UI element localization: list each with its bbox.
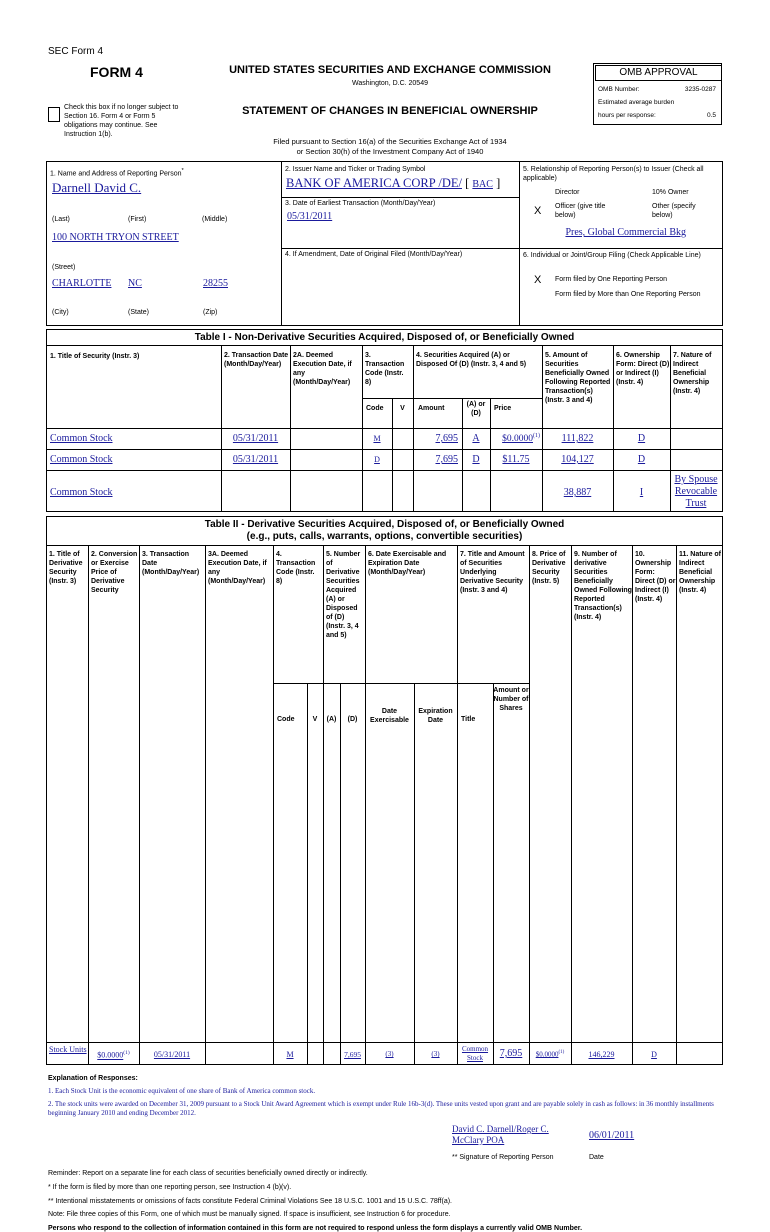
t2-title-h: Title	[461, 716, 476, 723]
t1-r3-title: Common Stock	[50, 487, 113, 498]
t1-r1-price: $0.0000$^{(1)}$	[502, 433, 540, 445]
t1-r2-ad: D	[472, 454, 480, 465]
box3-label: 3. Date of Earliest Transaction (Month/Day/Year)	[285, 200, 436, 207]
t2-r1-conv: $0.0000$^{(1)}$	[97, 1050, 130, 1060]
checkbox-text: Check this box if no longer subject to Section 16. Form 4 or Form 5 obligations may continue. See Instruction 1(b).	[64, 104, 179, 138]
ten-percent-label: 10% Owner	[652, 189, 689, 196]
sec-form-label: SEC Form 4	[48, 46, 104, 57]
one-person-checkmark[interactable]: X	[534, 274, 542, 286]
director-label: Director	[555, 189, 580, 196]
t2-h3a: 3A. Deemed Execution Date, if any (Month/Day/Year)	[208, 551, 267, 585]
more-person-label: Form filed by More than One Reporting Person	[555, 291, 701, 298]
city-value: CHARLOTTE	[52, 278, 112, 289]
omb-hours-value: 0.5	[706, 112, 716, 119]
t2-h7: 7. Title and Amount of Securities Underlying Derivative Security (Instr. 3 and 4)	[460, 551, 525, 594]
t2-r1-exer: (3)	[385, 1050, 394, 1058]
t2-r1-d: 7,695	[344, 1050, 361, 1059]
t2-r1-expir: (3)	[431, 1050, 440, 1058]
remark-4: Persons who respond to the collection of information contained in this form are not required to respond unless the form displays a currently valid OMB Number.	[48, 1225, 583, 1232]
t1-r1-title: Common Stock	[50, 433, 113, 444]
t1-amount-h: Amount	[418, 405, 445, 412]
middle-label: (Middle)	[202, 216, 228, 223]
t2-r1-owned: 146,229	[588, 1050, 615, 1059]
filed-pursuant-2: or Section 30(h) of the Investment Company Act of 1940	[296, 147, 484, 156]
t2-r1-date: 05/31/2011	[153, 1050, 191, 1059]
t2-code-h: Code	[277, 716, 295, 723]
t2-v-h: V	[312, 716, 318, 723]
t2-h9: 9. Number of derivative Securities Beneficially Owned Following Reported Transaction(s) (Instr. 4)	[574, 551, 632, 621]
t2-r1-u-title: Common Stock	[461, 1045, 489, 1062]
t1-r1-form: D	[637, 433, 646, 444]
t2-exp-h: Expiration Date	[418, 708, 453, 724]
t1-r2-owned: 104,127	[561, 454, 594, 465]
t2-h5: 5. Number of Derivative Securities Acquired (A) or Disposed of (D) (Instr. 3, 4 and 5)	[326, 551, 361, 639]
zip-value: 28255	[203, 278, 228, 289]
t1-r2-price: $11.75	[502, 454, 530, 465]
omb-burden-label: Estimated average burden	[598, 99, 675, 106]
t1-h2a: 2A. Deemed Execution Date, if any (Month/Day/Year)	[293, 352, 352, 386]
t1-r3-owned: 38,887	[563, 487, 592, 498]
t1-r2-amount: 7,695	[435, 454, 458, 465]
t1-h3: 3. Transaction Code (Instr. 8)	[365, 352, 405, 386]
first-label: (First)	[128, 216, 147, 223]
omb-hours-label: hours per response:	[598, 112, 656, 119]
t1-r2-code: D	[374, 455, 380, 464]
t2-h6: 6. Date Exercisable and Expiration Date (Month/Day/Year)	[368, 551, 447, 576]
remark-2: ** Intentional misstatements or omissions of facts constitute Federal Criminal Violations See 18 U.S.C. 1001 and 15 U.S.C. 78ff(a).	[48, 1198, 452, 1205]
t2-h1: 1. Title of Derivative Security (Instr. 3)	[49, 551, 83, 585]
city-label: (City)	[52, 309, 69, 316]
t1-r2-form: D	[637, 454, 646, 465]
box5-label: 5. Relationship of Reporting Person(s) to Issuer (Check all applicable)	[523, 166, 704, 182]
t2-r1-title: Stock Units	[49, 1045, 87, 1054]
no-longer-subject-checkbox[interactable]	[48, 107, 60, 122]
t2-r1-u-amt: 7,695	[499, 1048, 523, 1059]
reminder-text: Reminder: Report on a separate line for each class of securities beneficially owned directly or indirectly.	[48, 1170, 368, 1177]
t1-r1-owned: 111,822	[561, 433, 594, 444]
officer-title-value: Pres, Global Commercial Bkg	[565, 227, 686, 238]
t1-r3-nature: By Spouse Revocable Trust	[674, 474, 718, 509]
explanation-heading: Explanation of Responses:	[48, 1075, 138, 1082]
t1-r1-amount: 7,695	[435, 433, 458, 444]
t2-date-ex-h: Date Exercisable	[370, 708, 409, 724]
t1-r3-form: I	[639, 487, 644, 498]
commission-title: UNITED STATES SECURITIES AND EXCHANGE COMMISSION	[229, 64, 551, 76]
t2-r1-form: D	[651, 1050, 657, 1059]
box6-label: 6. Individual or Joint/Group Filing (Check Applicable Line)	[523, 252, 701, 259]
t2-r1-code: M	[286, 1050, 294, 1059]
box1-label: 1. Name and Address of Reporting Person*	[50, 168, 184, 178]
date-label: Date	[589, 1154, 604, 1161]
t1-r1-ad: A	[472, 433, 480, 444]
t2-h8: 8. Price of Derivative Security (Instr. 5)	[532, 551, 566, 585]
box4-label: 4. If Amendment, Date of Original Filed (Month/Day/Year)	[285, 251, 463, 258]
statement-title: STATEMENT OF CHANGES IN BENEFICIAL OWNERSHIP	[242, 105, 538, 117]
explanation-note-1: 1. Each Stock Unit is the economic equivalent of one share of Bank of America common stock.	[48, 1087, 316, 1095]
state-label: (State)	[128, 309, 150, 316]
signature-label: ** Signature of Reporting Person	[452, 1154, 554, 1161]
table2-title-2: (e.g., puts, calls, warrants, options, convertible securities)	[246, 531, 523, 542]
table1-title: Table I - Non-Derivative Securities Acquired, Disposed of, or Beneficially Owned	[194, 332, 575, 343]
remark-1: * If the form is filed by more than one reporting person, see Instruction 4 (b)(v).	[48, 1184, 292, 1191]
officer-label: Officer (give title below)	[555, 203, 606, 219]
commission-location: Washington, D.C. 20549	[351, 80, 428, 87]
t1-h7: 7. Nature of Indirect Beneficial Ownership (Instr. 4)	[673, 352, 712, 395]
t1-r2-date: 05/31/2011	[232, 454, 279, 465]
t2-amount-h: Amount or Number of Shares	[493, 687, 529, 712]
t2-a-h: (A)	[326, 716, 337, 723]
omb-title: OMB APPROVAL	[595, 65, 722, 81]
signature-date: 06/01/2011	[589, 1130, 635, 1141]
explanation-note-2: 2. The stock units were awarded on December 31, 2009 pursuant to a Stock Unit Award Agreement which is exempt under Rule 16b-3(d). These units vested upon grant and are payable solely in cash as follows: in 36 monthly installments beginning January 2010 and ending December 2012.	[48, 1100, 714, 1117]
street-label: (Street)	[52, 264, 76, 271]
t2-r1-price: $0.0000$^{(1)}$	[535, 1050, 565, 1059]
one-person-label: Form filed by One Reporting Person	[555, 276, 668, 283]
reporting-person-name: Darnell David C.	[52, 180, 142, 195]
t2-h11: 11. Nature of Indirect Beneficial Ownership (Instr. 4)	[679, 551, 722, 594]
earliest-transaction-date: 05/31/2011	[287, 211, 333, 222]
t1-h1: 1. Title of Security (Instr. 3)	[50, 353, 140, 360]
street-value: 100 NORTH TRYON STREET	[52, 232, 179, 243]
t1-r1-date: 05/31/2011	[232, 433, 279, 444]
filed-pursuant-1: Filed pursuant to Section 16(a) of the Securities Exchange Act of 1934	[273, 137, 507, 146]
t1-price-h: Price	[494, 405, 512, 412]
issuer-name: BANK OF AMERICA CORP /DE/ [ BAC ]	[286, 176, 501, 190]
form-title: FORM 4	[90, 64, 143, 80]
t2-h10: 10. Ownership Form: Direct (D) or Indirect (I) (Instr. 4)	[635, 551, 676, 603]
state-value: NC	[128, 278, 142, 289]
t2-h4: 4. Transaction Code (Instr. 8)	[276, 551, 316, 585]
t1-v-h: V	[400, 405, 405, 412]
t2-h3: 3. Transaction Date (Month/Day/Year)	[142, 551, 200, 576]
t2-d-h: (D)	[347, 716, 358, 723]
table2-title-1: Table II - Derivative Securities Acquired, Disposed of, or Beneficially Owned	[204, 519, 565, 530]
t1-code-h: Code	[366, 405, 384, 412]
signature-name: David C. Darnell/Roger C. McClary POA	[452, 1124, 549, 1145]
t1-r2-title: Common Stock	[50, 454, 113, 465]
t1-h2: 2. Transaction Date (Month/Day/Year)	[224, 352, 289, 368]
t1-h6: 6. Ownership Form: Direct (D) or Indirect (I) (Instr. 4)	[616, 352, 670, 386]
t2-h2: 2. Conversion or Exercise Price of Derivative Security	[91, 551, 138, 594]
t1-r1-code: M	[373, 434, 381, 443]
remark-3: Note: File three copies of this Form, one of which must be manually signed. If space is insufficient, see Instruction 6 for procedure.	[48, 1211, 451, 1218]
omb-number-value: 3235-0287	[684, 86, 716, 93]
box2-label: 2. Issuer Name and Ticker or Trading Symbol	[285, 166, 426, 173]
zip-label: (Zip)	[203, 309, 218, 316]
t1-h5: 5. Amount of Securities Beneficially Owned Following Reported Transaction(s) (Instr. 3 and 4)	[545, 352, 611, 404]
t1-h4: 4. Securities Acquired (A) or Disposed Of (D) (Instr. 3, 4 and 5)	[416, 352, 527, 368]
t1-aord-h: (A) or (D)	[466, 401, 486, 417]
last-label: (Last)	[52, 216, 70, 223]
officer-checkmark[interactable]: X	[534, 205, 542, 217]
omb-number-label: OMB Number:	[598, 86, 640, 93]
other-label: Other (specify below)	[652, 203, 696, 219]
